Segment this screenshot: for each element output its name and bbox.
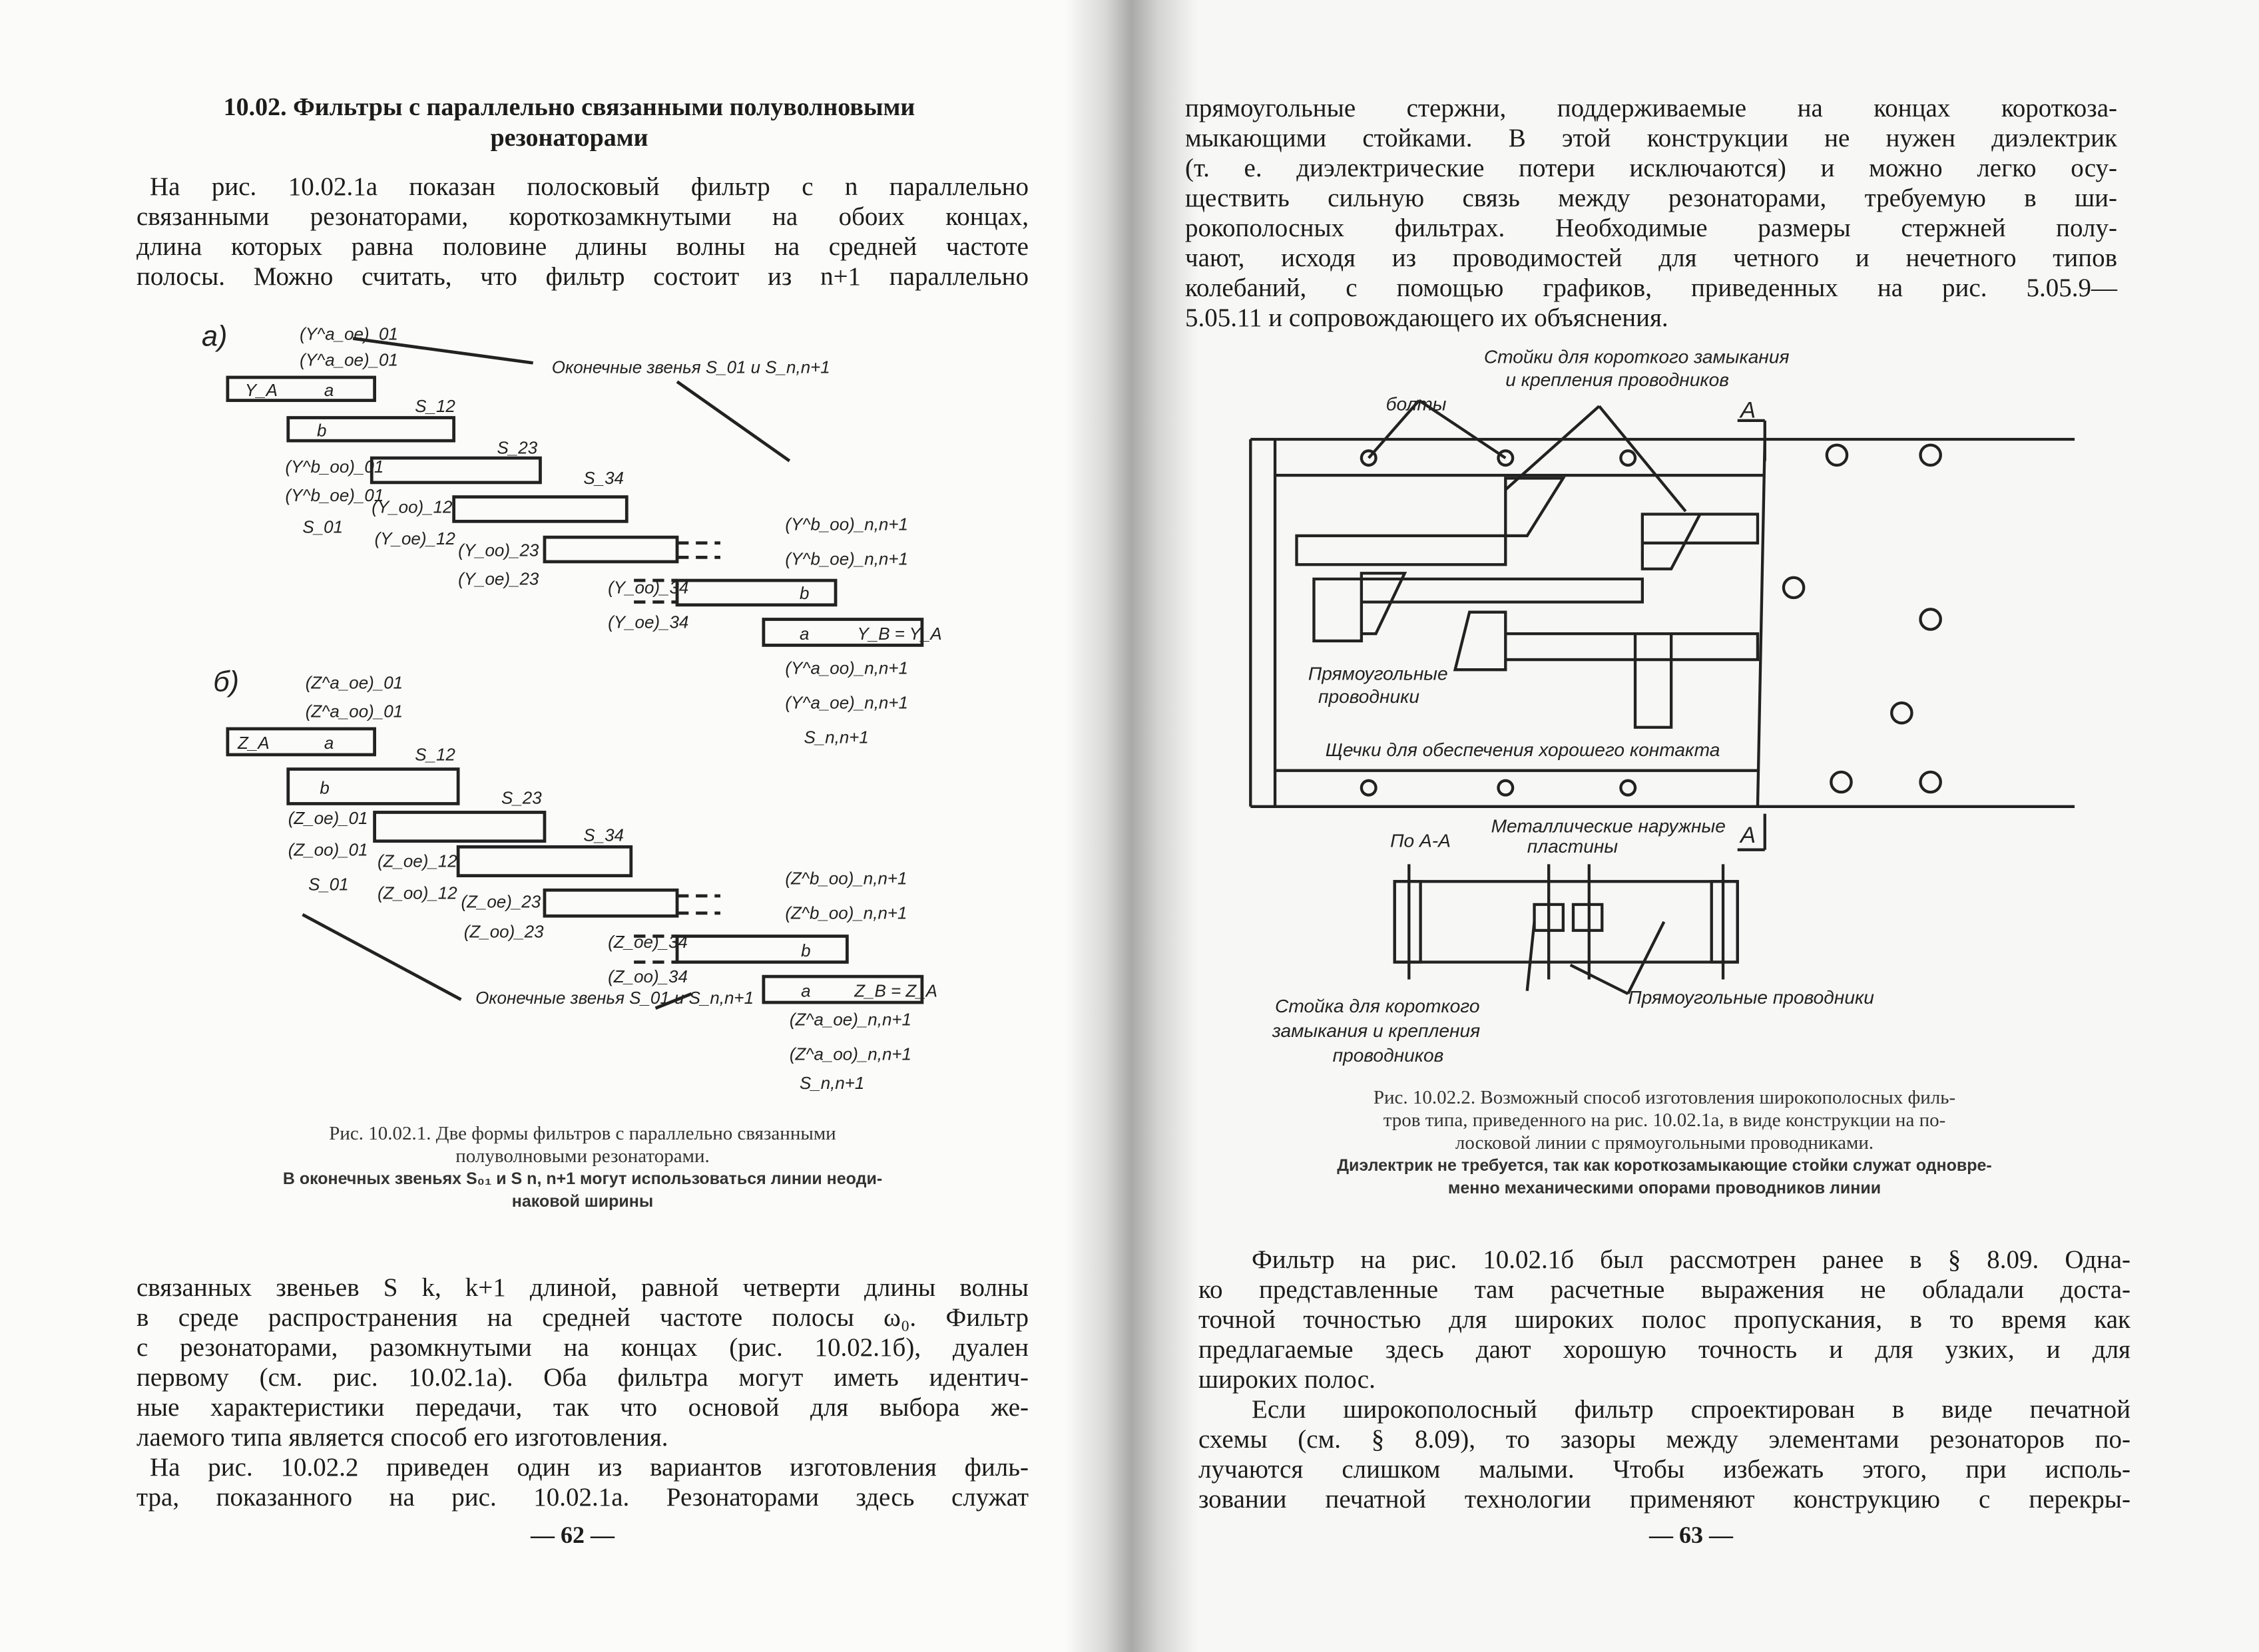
page-number: — 63 — bbox=[1649, 1522, 1733, 1548]
fig-label: Z_B = Z_A bbox=[854, 980, 937, 1001]
fig-label: S_23 bbox=[497, 437, 538, 458]
fig-label: (Z_oe)_01 bbox=[288, 807, 368, 828]
text-line: с резонаторами, разомкнутыми на концах (рис. 10.02.1б), дуален bbox=[136, 1333, 1029, 1362]
fig-label: (Z_oo)_34 bbox=[608, 966, 688, 986]
text-line: предлагаемые здесь дают хорошую точность и для узких, и для bbox=[1198, 1335, 2131, 1364]
text-line: длина которых равна половине длины волны на средней частоте bbox=[136, 232, 1029, 261]
page-number: — 62 — bbox=[531, 1522, 615, 1548]
fig-label: (Z_oo)_23 bbox=[463, 921, 544, 942]
caption-line: полуволновыми резонаторами. bbox=[455, 1145, 710, 1167]
text-line: (т. е. диэлектрические потери исключаются) и можно легко осу- bbox=[1185, 154, 2117, 182]
fig-label: (Z^a_oe)_01 bbox=[305, 672, 403, 693]
fig-label: b bbox=[799, 583, 810, 604]
text-line: колебаний, с помощью графиков, приведенных на рис. 5.05.9— bbox=[1185, 274, 2117, 302]
text-line: связанных звеньев S k, k+1 длиной, равной четверти длины волны bbox=[136, 1273, 1029, 1302]
fig-label: По A-A bbox=[1390, 830, 1451, 851]
fig-label: (Z_oo)_01 bbox=[288, 839, 368, 860]
caption-line: тров типа, приведенного на рис. 10.02.1a, в виде конструкции на по- bbox=[1383, 1110, 1946, 1131]
text-line: широких полос. bbox=[1198, 1365, 1376, 1394]
fig-label: (Y_oe)_34 bbox=[608, 612, 689, 632]
fig-label: (Y^a_oo)_n,n+1 bbox=[785, 658, 908, 678]
fig-label: (Y^b_oe)_01 bbox=[285, 485, 384, 506]
fig-label: Прямоугольные bbox=[1308, 663, 1448, 684]
fig-label: a bbox=[801, 980, 811, 1001]
fig-label: b bbox=[320, 777, 330, 798]
text-line: точной точностью для широких полос пропускания, в то время как bbox=[1198, 1305, 2131, 1334]
fig-label: a bbox=[324, 733, 334, 753]
caption-note: менно механическими опорами проводников линии bbox=[1447, 1179, 1882, 1197]
text-line: чают, исходя из проводимостей для четного и нечетного типов bbox=[1185, 244, 2117, 272]
fig-callout: Оконечные звенья S_01 и S_n,n+1 bbox=[475, 988, 754, 1008]
fig-label: A bbox=[1740, 397, 1756, 423]
text-line: мыкающими стойками. В этой конструкции не нужен диэлектрик bbox=[1185, 124, 2117, 152]
fig-b-label: б) bbox=[213, 666, 240, 698]
fig-label: S_n,n+1 bbox=[799, 1072, 865, 1093]
fig-label: (Y_oe)_23 bbox=[458, 568, 539, 589]
fig-label: Стойки для короткого замыкания bbox=[1483, 346, 1790, 367]
text-line: тра, показанного на рис. 10.02.1a. Резонаторами здесь служат bbox=[136, 1483, 1029, 1512]
fig-label: (Z^b_oo)_n,n+1 bbox=[785, 868, 907, 889]
fig-label: a bbox=[799, 623, 810, 644]
text-line: связанными резонаторами, короткозамкнутыми на обоих концах, bbox=[136, 202, 1029, 231]
fig-label: Y_B = Y_A bbox=[857, 623, 942, 644]
heading-line: 10.02. Фильтры с параллельно связанными полуволновыми bbox=[223, 93, 915, 121]
text-line: схемы (см. § 8.09), то зазоры между элементами резонаторов по- bbox=[1198, 1425, 2131, 1454]
fig-label: пластины bbox=[1527, 836, 1619, 857]
caption-note: Диэлектрик не требуется, так как короткозамыкающие стойки служат одновре- bbox=[1337, 1156, 1992, 1175]
fig-label: (Y_oe)_12 bbox=[374, 528, 455, 548]
figure-caption-2 bbox=[1232, 1086, 2097, 1199]
fig-label: проводники bbox=[1318, 686, 1420, 707]
fig-label: S_23 bbox=[501, 787, 542, 808]
fig-label: (Z^a_oe)_n,n+1 bbox=[789, 1009, 911, 1030]
fig-label: S_34 bbox=[583, 825, 625, 845]
fig-label: проводников bbox=[1332, 1044, 1444, 1066]
text-line: Фильтр на рис. 10.02.1б был рассмотрен ранее в § 8.09. Одна- bbox=[1252, 1245, 2131, 1274]
text-line: лучаются слишком малыми. Чтобы избежать этого, при исполь- bbox=[1198, 1455, 2131, 1484]
fig-label: A bbox=[1740, 822, 1756, 848]
figure-caption-1 bbox=[166, 1122, 999, 1213]
fig-label: (Z_oe)_34 bbox=[608, 931, 688, 952]
fig-label: замыкания и крепления bbox=[1272, 1020, 1481, 1042]
text-line: ные характеристики передачи, так что основой для выбора же- bbox=[136, 1393, 1029, 1422]
text-line: ко представленные там расчетные выражения не обладали доста- bbox=[1198, 1275, 2131, 1304]
fig-label: (Y^b_oo)_01 bbox=[285, 456, 384, 477]
caption-note: наковой ширины bbox=[511, 1192, 654, 1211]
fig-label: S_n,n+1 bbox=[804, 727, 869, 747]
text-line: в среде распространения на средней частоте полосы ω₀. Фильтр bbox=[136, 1303, 1029, 1332]
fig-label: S_34 bbox=[583, 468, 625, 489]
fig-label: (Y^b_oe)_n,n+1 bbox=[785, 548, 908, 569]
text-line: зовании печатной технологии применяют конструкцию с перекры- bbox=[1198, 1485, 2131, 1514]
fig-label: и крепления проводников bbox=[1505, 369, 1729, 390]
fig-label: Стойка для короткого bbox=[1275, 996, 1480, 1017]
text-line: рокополосных фильтрах. Необходимые размеры стержней полу- bbox=[1185, 214, 2117, 242]
fig-label: Щечки для обеспечения хорошего контакта bbox=[1325, 739, 1720, 761]
text-line: лаемого типа является способ его изготовления. bbox=[136, 1423, 668, 1452]
fig-label: (Y^a_oe)_01 bbox=[300, 349, 398, 370]
heading-line: резонаторами bbox=[490, 124, 648, 152]
fig-label: (Y^a_oe)_n,n+1 bbox=[785, 692, 908, 713]
fig-label: (Y^a_oe)_01 bbox=[300, 323, 398, 344]
text-line: 5.05.11 и сопровождающего их объяснения. bbox=[1185, 304, 1668, 332]
fig-label: (Y_oo)_23 bbox=[458, 540, 539, 560]
fig-label: Металлические наружные bbox=[1491, 815, 1726, 837]
text-line: первому (см. рис. 10.02.1a). Оба фильтра могут иметь идентич- bbox=[136, 1363, 1029, 1392]
text-line: На рис. 10.02.1a показан полосковый фильтр с n параллельно bbox=[150, 172, 1029, 201]
fig-label: (Y_oo)_12 bbox=[372, 497, 453, 517]
fig-label: a bbox=[324, 380, 334, 401]
fig-label: b bbox=[801, 940, 811, 960]
fig-label: S_01 bbox=[302, 516, 344, 537]
fig-label: Прямоугольные проводники bbox=[1628, 987, 1874, 1008]
fig-label: S_12 bbox=[415, 395, 455, 416]
caption-line: Рис. 10.02.2. Возможный способ изготовления широкополосных филь- bbox=[1373, 1087, 1956, 1108]
fig-label: (Z^b_oo)_n,n+1 bbox=[785, 903, 907, 923]
fig-label: (Z_oe)_12 bbox=[377, 851, 457, 871]
fig-label: (Y_oo)_34 bbox=[608, 577, 689, 598]
text-line: полосы. Можно считать, что фильтр состоит из n+1 параллельно bbox=[136, 262, 1029, 291]
fig-callout: Оконечные звенья S_01 и S_n,n+1 bbox=[551, 357, 830, 377]
fig-label: Y_A bbox=[244, 380, 278, 401]
fig-label: (Z^a_oo)_n,n+1 bbox=[789, 1044, 911, 1064]
fig-label: S_01 bbox=[308, 874, 349, 895]
text-line: На рис. 10.02.2 приведен один из вариантов изготовления филь- bbox=[150, 1453, 1029, 1482]
caption-note: В оконечных звеньях S₀₁ и S n, n+1 могут использоваться линии неоди- bbox=[282, 1169, 883, 1188]
fig-label: болты bbox=[1385, 393, 1447, 415]
caption-line: Рис. 10.02.1. Две формы фильтров с параллельно связанными bbox=[329, 1123, 836, 1144]
fig-label: (Y^b_oo)_n,n+1 bbox=[785, 514, 908, 534]
caption-line: лосковой линии с прямоугольными проводниками. bbox=[1455, 1132, 1874, 1153]
fig-label: (Z_oo)_12 bbox=[377, 883, 457, 903]
fig-label: (Z^a_oo)_01 bbox=[305, 701, 403, 722]
text-line: ществить сильную связь между резонаторами, требуемую в ши- bbox=[1185, 184, 2117, 212]
fig-label: (Z_oe)_23 bbox=[461, 891, 541, 912]
fig-label: Z_A bbox=[238, 733, 270, 753]
text-line: прямоугольные стержни, поддерживаемые на концах короткоза- bbox=[1185, 94, 2117, 122]
fig-label: b bbox=[317, 420, 327, 441]
text-line: Если широкополосный фильтр спроектирован в виде печатной bbox=[1252, 1395, 2131, 1424]
fig-label: S_12 bbox=[415, 744, 455, 765]
fig-a-label: a) bbox=[201, 320, 228, 353]
